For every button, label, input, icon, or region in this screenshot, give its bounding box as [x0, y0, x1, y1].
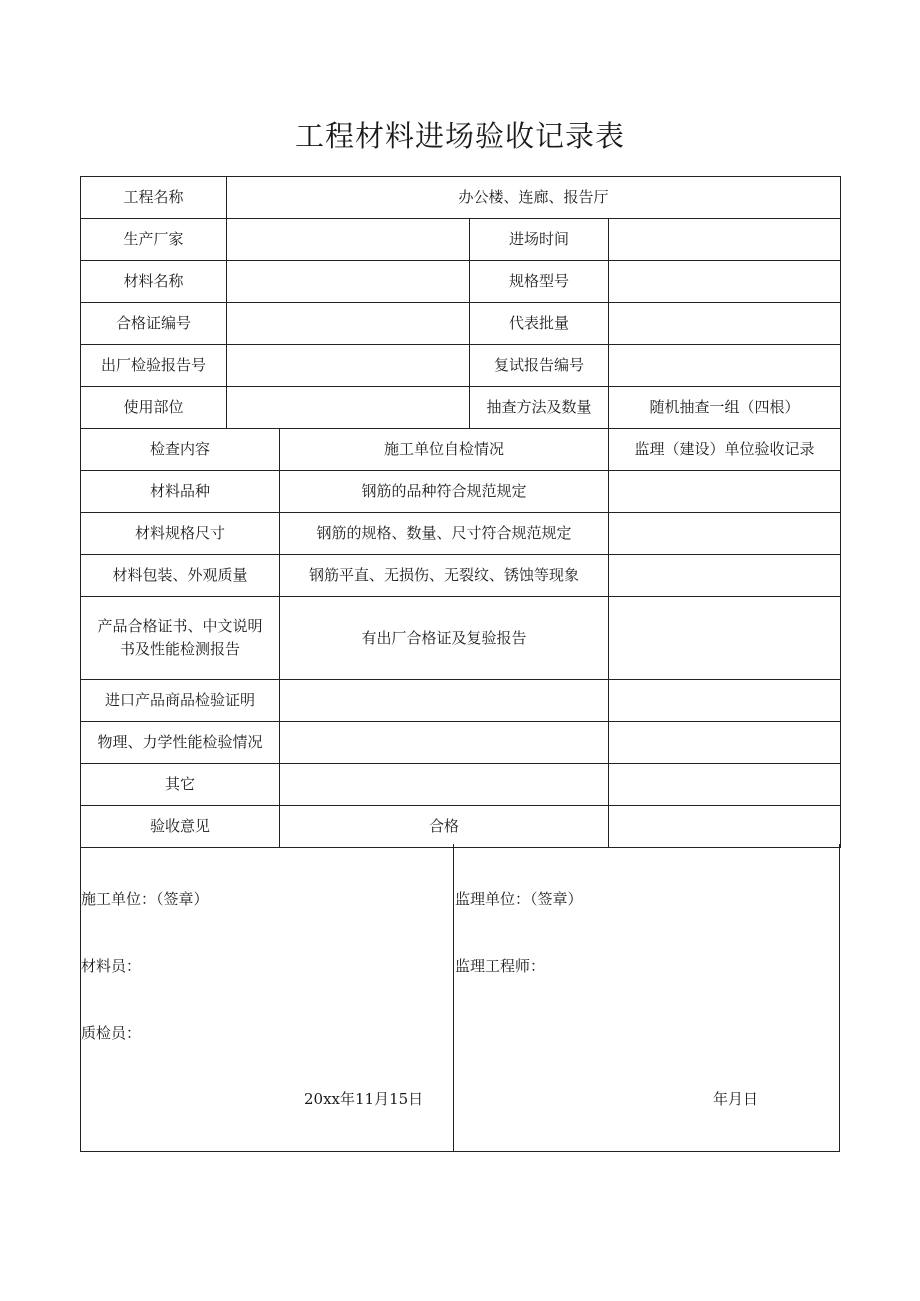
table-row: [81, 471, 841, 513]
project-name-label: 工程名称: [81, 177, 227, 219]
record-table: [80, 176, 841, 848]
sampling-value[interactable]: 随机抽查一组（四根）: [609, 387, 841, 429]
signature-section: [80, 844, 840, 1152]
usage-location-value[interactable]: [227, 387, 470, 429]
inspection-header-row: [81, 429, 841, 471]
self-check-cell[interactable]: [280, 764, 609, 806]
supervising-engineer-label[interactable]: 监理工程师：: [455, 957, 546, 975]
contractor-seal-label[interactable]: 施工单位：（签章）: [81, 890, 209, 908]
col-item-header: 检查内容: [81, 429, 280, 471]
table-row: [81, 722, 841, 764]
factory-report-label: 出厂检验报告号: [81, 345, 227, 387]
self-check-cell[interactable]: [280, 680, 609, 722]
self-check-cell[interactable]: 有出厂合格证及复验报告: [280, 597, 609, 680]
self-check-cell[interactable]: 钢筋的品种符合规范规定: [280, 471, 609, 513]
inspection-item: 材料品种: [81, 471, 280, 513]
manufacturer-label: 生产厂家: [81, 219, 227, 261]
supervision-cell[interactable]: [609, 680, 841, 722]
row-project-name: [81, 177, 841, 219]
acceptance-opinion-cell[interactable]: 合格: [280, 806, 609, 848]
cert-no-label: 合格证编号: [81, 303, 227, 345]
material-name-value[interactable]: [227, 261, 470, 303]
sampling-label: 抽查方法及数量: [470, 387, 609, 429]
self-check-cell[interactable]: 钢筋平直、无损伤、无裂纹、锈蚀等现象: [280, 555, 609, 597]
table-row: [81, 513, 841, 555]
supervisor-date[interactable]: 年月日: [713, 1090, 759, 1108]
table-row: [81, 764, 841, 806]
row-manufacturer: [81, 219, 841, 261]
row-usage-location: [81, 387, 841, 429]
supervision-cell[interactable]: [609, 471, 841, 513]
retest-report-label: 复试报告编号: [470, 345, 609, 387]
usage-location-label: 使用部位: [81, 387, 227, 429]
row-factory-report: [81, 345, 841, 387]
inspection-item: 验收意见: [81, 806, 280, 848]
retest-report-value[interactable]: [609, 345, 841, 387]
contractor-date[interactable]: 20xx年11月15日: [304, 1090, 424, 1108]
inspection-item: 其它: [81, 764, 280, 806]
col-supervision-header: 监理（建设）单位验收记录: [609, 429, 841, 471]
manufacturer-value[interactable]: [227, 219, 470, 261]
entry-time-label: 进场时间: [470, 219, 609, 261]
inspection-item: 进口产品商品检验证明: [81, 680, 280, 722]
self-check-cell[interactable]: [280, 722, 609, 764]
supervision-cell[interactable]: [609, 555, 841, 597]
cert-no-value[interactable]: [227, 303, 470, 345]
row-cert-no: [81, 303, 841, 345]
self-check-cell[interactable]: 钢筋的规格、数量、尺寸符合规范规定: [280, 513, 609, 555]
table-row: [81, 806, 841, 848]
supervision-cell[interactable]: [609, 764, 841, 806]
signature-divider: [453, 844, 454, 1151]
row-material-name: [81, 261, 841, 303]
supervision-cell[interactable]: [609, 806, 841, 848]
material-name-label: 材料名称: [81, 261, 227, 303]
supervision-cell[interactable]: [609, 722, 841, 764]
supervision-cell[interactable]: [609, 597, 841, 680]
page-title: 工程材料进场验收记录表: [294, 119, 625, 153]
inspection-item-line: 书及性能检测报告: [119, 640, 240, 658]
factory-report-value[interactable]: [227, 345, 470, 387]
inspection-item: 材料包装、外观质量: [81, 555, 280, 597]
spec-model-label: 规格型号: [470, 261, 609, 303]
inspection-item: 物理、力学性能检验情况: [81, 722, 280, 764]
inspection-item: [81, 597, 280, 680]
inspection-item: 材料规格尺寸: [81, 513, 280, 555]
col-self-check-header: 施工单位自检情况: [280, 429, 609, 471]
entry-time-value[interactable]: [609, 219, 841, 261]
table-row: [81, 555, 841, 597]
inspection-item-line: 产品合格证书、中文说明: [97, 617, 263, 635]
quality-inspector-label[interactable]: 质检员：: [81, 1024, 142, 1042]
table-row: [81, 680, 841, 722]
batch-qty-value[interactable]: [609, 303, 841, 345]
supervisor-seal-label[interactable]: 监理单位：（签章）: [455, 890, 583, 908]
table-row: [81, 597, 841, 680]
material-clerk-label[interactable]: 材料员：: [81, 957, 142, 975]
spec-model-value[interactable]: [609, 261, 841, 303]
batch-qty-label: 代表批量: [470, 303, 609, 345]
project-name-value[interactable]: 办公楼、连廊、报告厅: [227, 177, 841, 219]
supervision-cell[interactable]: [609, 513, 841, 555]
